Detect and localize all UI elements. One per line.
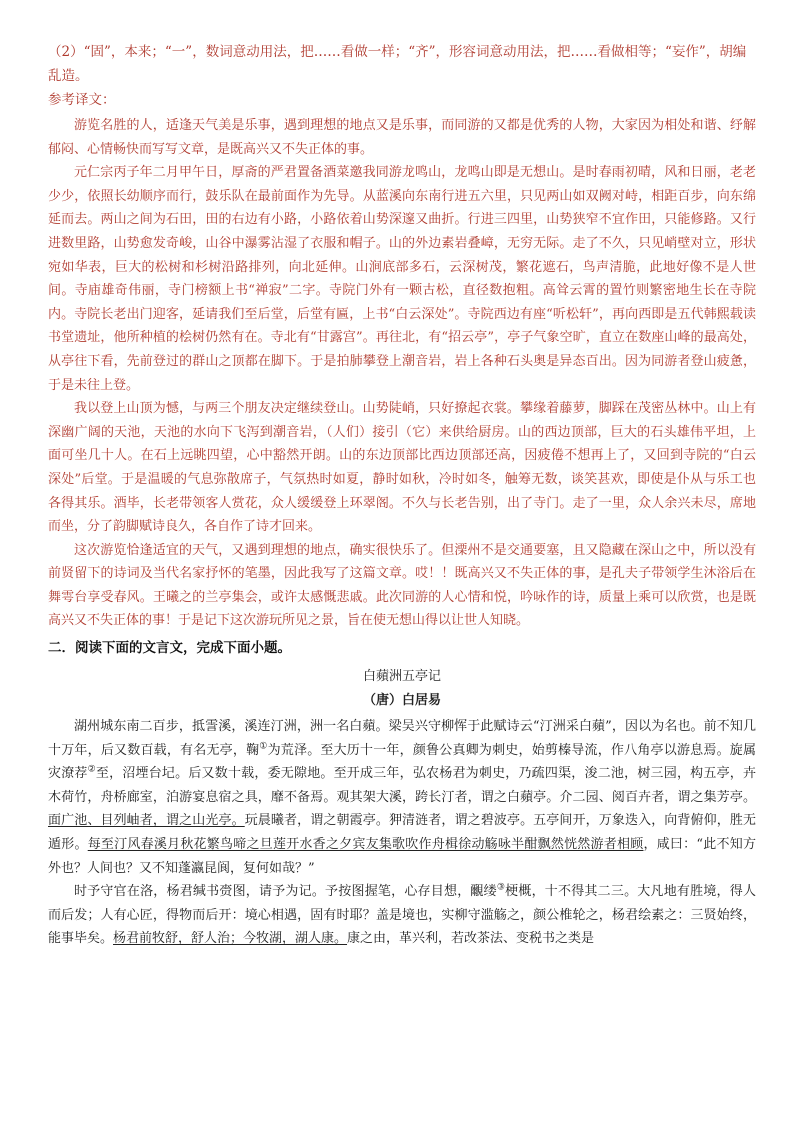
underlined-sentence-2: 每至汀风春溪月秋花繁鸟啼之旦莲开水香之夕宾友集歌吹作舟楫徐动觞咏半酣飘然恍然游者相顾 bbox=[87, 837, 644, 853]
underlined-sentence-1: 面广池、目列岫者，谓之山光亭。 bbox=[48, 813, 245, 829]
translation-paragraph-2: 元仁宗丙子年二月甲午日，厚斋的严君置备酒菜邀我同游龙鸣山，龙鸣山即是无想山。是时春雨初晴，风和日丽，老老少少，依照长幼顺序而行，鼓乐队在最前面作为先导。从蓝溪向东南行进五六里，只见两山如双阙对峙，相距百步，向东绵延而去。两山之间为石田，田的右边有小路，小路依着山势深邃又曲折。行进三四里，山势狭窄不宜作田，只能修路。又行进数里路，山势愈发奇峻，山谷中瀑雾沾湿了衣服和帽子。山的外边素岩叠嶂，无穷无际。走了不久，只见峭壁对立，形状宛如华表，巨大的松树和杉树沿路排列，向北延伸。山涧底部多石，云深树茂，繁花遮石，鸟声清脆，此地好像不是人世间。寺庙雄奇伟丽，寺门榜额上书“禅寂”二字。寺院门外有一颗古松，直径数抱粗。高耸云霄的置竹则繁密地生长在寺院内。寺院长老出门迎客，延请我们至后堂，后堂有匾，上书“白云深处”。寺院西边有座“听松轩”，再向西即是五代韩熙载读书堂遗址，他所种植的桧树仍然有在。寺北有“甘露宫”。再往北，有“招云亭”，亭子气象空旷，直立在数座山峰的最高处，从亭往下看，先前登过的群山之顶都在脚下。于是拍肺攀登上潮音岩，岩上各种石头奥是异态百出。因为同游者登山疲惫，于是未往上登。 bbox=[48, 165, 756, 393]
underlined-sentence-3: 杨君前牧舒，舒人治；今牧湖，湖人康。 bbox=[113, 931, 348, 947]
translation-paragraph-3: 我以登上山顶为憾，与两三个朋友决定继续登山。山势陡峭，只好撩起衣裳。攀缘着藤萝，脚踩在茂密丛林中。山上有深幽广阔的天池，天池的水向下飞泻到潮音岩，（人们）接引（它）来供给厨房。山的西边顶部，巨大的石头雄伟平坦，上面可坐几十人。在石上远眺四望，心中豁然开朗。山的东边顶部比西边顶部还高，因疲倦不想再上了，又回到寺院的“白云深处”后堂。于是温暖的气息弥散席子，气氛热时如夏，静时如秋，冷时如冬，触筹无数，谈笑甚欢，即使是仆从与乐工也各得其乐。酒毕，长老带领客人赏花，众人缓缓登上环翠阁。不久与长老告别，出了寺门。走了一里，众人余兴未尽，席地而坐，分了韵脚赋诗良久，各自作了诗才回来。 bbox=[48, 401, 756, 535]
passage-text: 至，沼堙台圮。后又数十载，委无隙地。至开成三年，弘农杨君为刺史，乃疏四渠，浚二池，树三园，构五亭，卉木荷竹，舟桥廊室，泊游宴息宿之具，靡不备焉。观其架大溪，跨长汀者，谓之白蘋亭。介二园、阅百卉者，谓之集芳亭。 bbox=[48, 766, 756, 805]
translation-paragraph-4: 这次游览恰逢适宜的天气，又遇到理想的地点，确实很快乐了。但溧州不是交通要塞，且又隐藏在深山之中，所以没有前贤留下的诗词及当代名家抒怀的笔墨，因此我写了这篇文章。哎！！既高兴又不失正体的事，是孔夫子带领学生沐浴后在舞雩台享受春风。王曦之的兰亭集会，或许太感慨悲戚。此次同游的人心情和悦，吟咏作的诗，质量上乘可以欣赏，也是既高兴又不失正体的事！于是记下这次游玩所见之景，旨在使无想山得以让世人知晓。 bbox=[48, 542, 756, 629]
passage-paragraph-2 bbox=[48, 880, 756, 951]
passage-text: 为荒泽。至大历十一年，颜鲁公真卿为刺史，始剪榛导流，作八角亭以游息焉。旋属灾潦荐 bbox=[48, 742, 756, 782]
translation-paragraph-1: 游览名胜的人，适逢天气美是乐事，遇到理想的地点又是乐事，而同游的又都是优秀的人物，大家因为相处和谐、纾解郁闷、心情畅快而写写文章，是既高兴又不失正体的事。 bbox=[48, 118, 756, 157]
reference-translation-label: 参考译文： bbox=[48, 92, 116, 108]
passage-text: 玩晨曦者，谓之朝霞亭。狎清涟者，谓之碧波亭。五亭间开，万象迭入，向背俯仰，胜无遁形。 bbox=[48, 813, 756, 853]
passage-author: （唐）白居易 bbox=[362, 693, 441, 709]
footnote-marker: ③ bbox=[496, 882, 506, 893]
passage-title: 白蘋洲五亭记 bbox=[362, 669, 441, 685]
footnote-marker: ① bbox=[259, 741, 268, 752]
section-heading: 二．阅读下面的文言文，完成下面小题。 bbox=[48, 640, 291, 657]
annotation-note-2: （2）“固”，本来；“一”，数词意动用法，把……看做一样；“齐”，形容词意动用法，把……看做相等；“妄作”，胡编乱造。 bbox=[48, 44, 747, 84]
passage-text: 梗概，十不得其二三。大凡地有胜境，得人而后发；人有心匠，得物而后开：境心相遇，固有时耶？盖是境也，实柳守滥觞之，颜公椎轮之，杨君绘素之：三贤始终，能事毕矣。 bbox=[48, 884, 756, 947]
footnote-marker: ② bbox=[87, 764, 96, 775]
document-page bbox=[48, 40, 756, 951]
passage-text: 康之由，革兴利，若改茶法、变税书之类是 bbox=[347, 931, 595, 947]
passage-paragraph-1 bbox=[48, 715, 756, 880]
passage-text: 湖州城东南二百步，抵霅溪，溪连汀洲，洲一名白蘋。梁吴兴守柳恽于此赋诗云“汀洲采白蘋”，因以为名也。前不知几十万年，后又数百载，有名无亭，鞠 bbox=[48, 719, 756, 758]
passage-text: ，咸曰：“此不知方外也？人间也？又不知蓬瀛昆阆，复何如哉？” bbox=[48, 837, 756, 876]
passage-text: 时予守官在洛，杨君缄书赍图，请予为记。予按图握笔，心存目想，覼缕 bbox=[74, 884, 497, 900]
